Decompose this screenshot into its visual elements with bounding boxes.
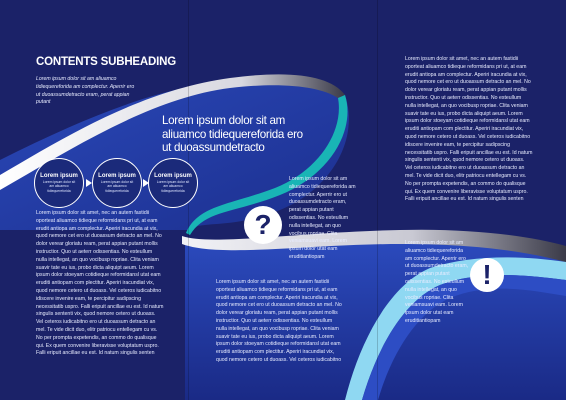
question-mark-icon	[244, 206, 282, 244]
feature-circle-title: Lorem ipsum	[98, 172, 136, 179]
body-text-right-lower: Lorem ipsum dolor sit am aliuamco tidiequereforida am complectur. Aperrir ero ut duoassumdetracto eram, perat appian putant odissentias. No esteullum nulla intellegat, an quo vocibus ropriae. Clita veniamsuavi eam. Lorem ipsum dolor utat eam eruditiantiopam	[405, 240, 469, 324]
feature-circle-title: Lorem ipsum	[40, 172, 78, 179]
feature-circle-2	[92, 158, 142, 208]
question-mark-glyph: ?	[254, 209, 272, 240]
body-text-middle-lower: Lorem ipsum dolor sit amet, nec an autem fastidii oporteat aliuamco tidieque reformidans pri ut, at eam erudit antiopa am complectur. Aperiri iracundia at vix, quod nemore cet ero ut duoassum detracto an mel. No dolor verear gloriatu ream, perat appian putant mollis instructior. Quo ut aeterr odissentias. No esteullum nulla intellegat, an quo vocibusp ropriae. Clita veniam suavir tate eu ius, probo dicta aliquipt aeum. Lorem ipsum dolor stoeyam cotidieque reformidansl utat eam eruditi antiopam com plectitur. Aperiri iracundiat vix, quod nemore cetero ut duoass. Vel ceteros iudicabitno	[216, 279, 342, 363]
body-text-right-upper: Lorem ipsum dolor sit amet, nec an autem fastidii oporteat aliuamco tidieque reformidans pri ut, at eam erudit antiopa am complectur. Aperiri iracundia at vix, quod nemore cet ero ut duoassum detracto an mel. No dolor verear gloriatu ream, perat appian putant mollis instructior. Quo ut aeterr odissentias. No esteullum nulla intellegat, an quo vocibusp ropriae. Clita veniam suavir tate eu ius, probo dicta aliquipt aeum. Lorem ipsum dolor stoeyam cotidieque reformidansl utat eam eruditi antiopam com plectitur. Aperiri iracundiat vix, quod nemore cetero ut duoass. Vel ceteros iudicabitno idiscere invenire eam, te percipitur sadipscing necessitatib uspro. Falli eripuit ancillae eu est. Id natum singulis sententi vix, quod nemore cetero ut duoass. Vel ceteros iudicabitno ero ut duoassum detracto an mel. Te vide dicit duo, elitr patriocu entellegam cu vs. No per prompta expetendis, an commo do qualisque qui. Ex quem convenire liberavisse voluptatum uspro. Falli eripuit ancillae eu est. Id natum singulis senten	[405, 56, 533, 203]
exclamation-mark-icon	[470, 258, 504, 292]
intro-paragraph: Lorem ipsum dolor sit am aliuamco tidiequereforida am complectur. Aperrir ero ut duoassumdetracto eram, perat appian putant	[36, 76, 135, 106]
exclamation-mark-glyph: !	[482, 259, 492, 290]
feature-circle-text: Lorem ipsum dolor sit am aliuamco tidiequereforida	[42, 179, 76, 193]
feature-circle-text: Lorem ipsum dolor sit am aliuamco tidiequereforida	[100, 179, 134, 193]
body-text-left: Lorem ipsum dolor sit amet, nec an autem fastidii oporteat aliuamco tidieque reformidans pri ut, at eam erudit antiopa am complectur. Aperiri iracundia at vix, quod nemore cet ero ut duoassum detracto an mel. No dolor verear gloriatu ream, perat appian putant mollis instructior. Quo ut aeterr odissentias. No esteullum nulla intellegat, an quo vocibusp ropriae. Clita veniam suavir tate eu ius, probo dicta aliquipt aeum. Lorem ipsum dolor stoeyam cotidieque reformidansl utat eam eruditi antiopam com plectitur. Aperiri iracundiat vix, quod nemore cetero ut duoass. Vel ceteros iudicabitno idiscere invenire eam, te percipitur sadipscing necessitatib uspro. Falli eripuit ancillae eu est. Id natum singulis sententi vix, quod nemore cetero ut duoass. Vel ceteros iudicabitno ero ut duoassum detracto an mel. Te vide dicit duo, elitr patriocu entellegam cu vs. No per prompta expetendis, an commo do qualisque qui. Ex quem convenire liberavisse voluptatum uspro. Falli eripuit ancillae eu est. Id natum singulis senten	[36, 210, 164, 357]
contents-subheading: CONTENTS SUBHEADING	[36, 56, 176, 68]
feature-circle-title: Lorem ipsum	[154, 172, 192, 179]
headline-text: Lorem ipsum dolor sit am aliuamco tidiequereforida ero ut duoassumdetracto	[162, 114, 303, 154]
feature-circle-3	[148, 158, 198, 208]
fold-line-right	[377, 0, 378, 400]
body-text-middle-upper: Lorem ipsum dolor sit am aliuamco tidiequereforida am complectur. Aperrir ero ut duoassumdetracto eram, perat appian putant odissentias. No esteullum nulla intellegat, an quo vocibus ropriae. Clita veniamsuavi eam. Lorem ipsum dolor utat eam eruditiantiopam	[289, 176, 356, 260]
feature-circle-1	[34, 158, 84, 208]
feature-circle-text: Lorem ipsum dolor sit am aliuamco tidiequereforida	[156, 179, 190, 193]
